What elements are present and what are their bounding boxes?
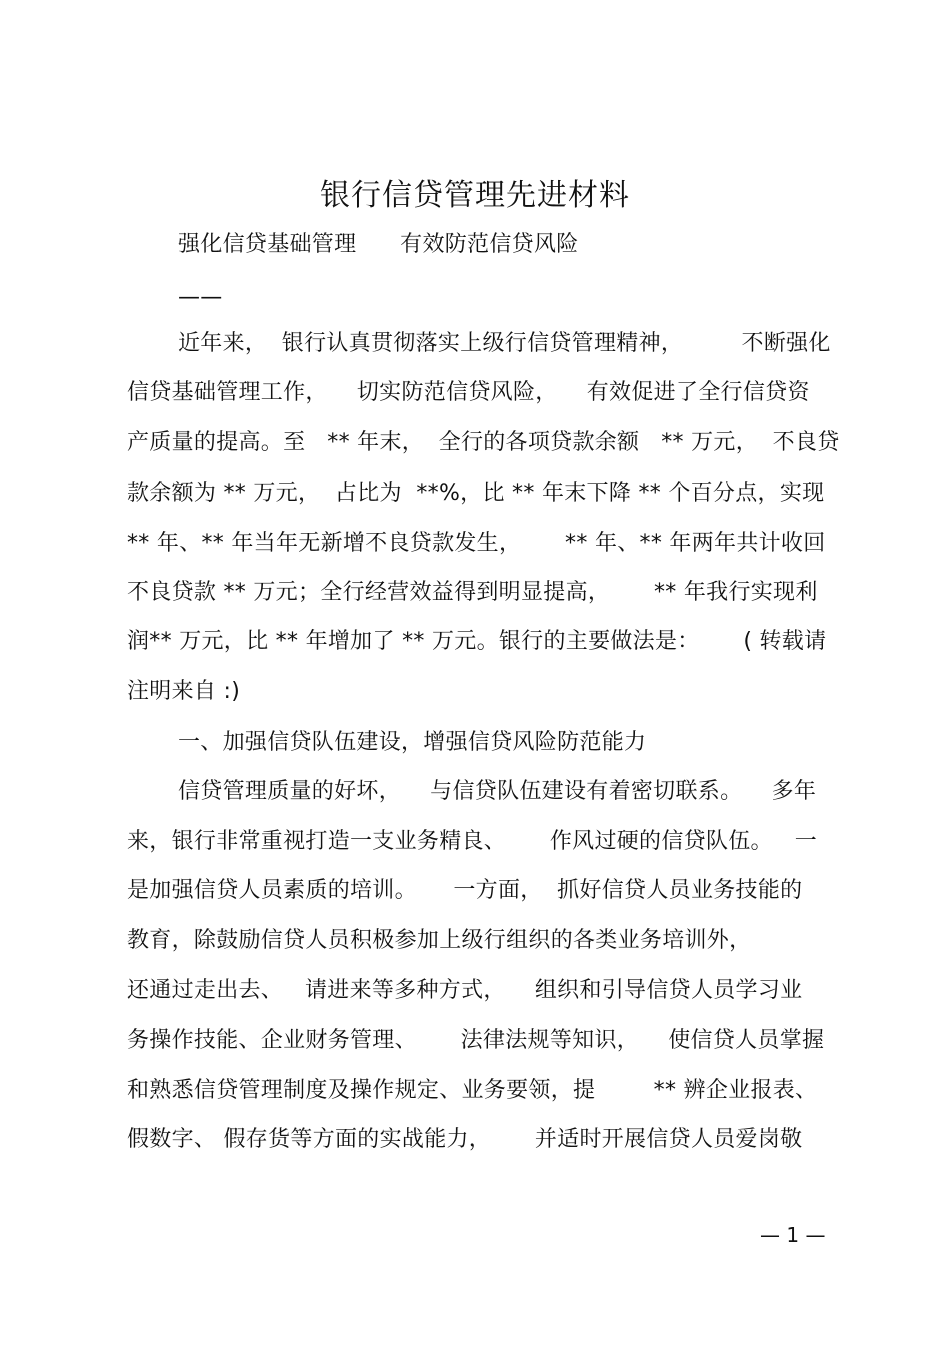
- paragraph-line: 是加强信贷人员素质的培训。 一方面， 抓好信贷人员业务技能的: [127, 878, 803, 903]
- paragraph-line: 款余额为 ** 万元， 占比为 **%，比 ** 年末下降 ** 个百分点，实现: [127, 481, 825, 506]
- paragraph-line: 润** 万元，比 ** 年增加了 ** 万元。银行的主要做法是： ( 转载请: [127, 629, 827, 654]
- paragraph-line: 来，银行非常重视打造一支业务精良、 作风过硬的信贷队伍。 一: [127, 829, 818, 854]
- paragraph-line: 注明来自 :): [127, 679, 241, 704]
- paragraph-line: 信贷基础管理工作， 切实防范信贷风险， 有效促进了全行信贷资: [127, 380, 810, 405]
- paragraph-line: 务操作技能、企业财务管理、 法律法规等知识， 使信贷人员掌握: [127, 1028, 825, 1053]
- paragraph-line: 产质量的提高。至 ** 年末， 全行的各项贷款余额 ** 万元， 不良贷: [127, 430, 840, 455]
- paragraph-line: 和熟悉信贷管理制度及操作规定、业务要领，提 ** 辨企业报表、: [127, 1078, 818, 1103]
- paragraph-line: 假数字、 假存货等方面的实战能力， 并适时开展信贷人员爱岗敬: [127, 1127, 803, 1152]
- paragraph-line: 近年来， 银行认真贯彻落实上级行信贷管理精神， 不断强化: [178, 331, 831, 356]
- page-title: 银行信贷管理先进材料: [320, 178, 630, 213]
- paragraph-line: 还通过走出去、 请进来等多种方式， 组织和引导信贷人员学习业: [127, 978, 803, 1003]
- page-number: — 1 —: [760, 1223, 826, 1247]
- paragraph-line: 教育，除鼓励信贷人员积极参加上级行组织的各类业务培训外，: [127, 928, 752, 953]
- paragraph-line: ** 年、** 年当年无新增不良贷款发生， ** 年、** 年两年共计收回: [127, 531, 826, 556]
- paragraph-line: 不良贷款 ** 万元；全行经营效益得到明显提高， ** 年我行实现利: [127, 580, 818, 605]
- paragraph-line: 信贷管理质量的好坏， 与信贷队伍建设有着密切联系。 多年: [178, 779, 817, 804]
- dash-line: ——: [178, 285, 223, 310]
- subtitle-line: 强化信贷基础管理 有效防范信贷风险: [178, 232, 579, 257]
- section-heading: 一、加强信贷队伍建设，增强信贷风险防范能力: [178, 730, 647, 755]
